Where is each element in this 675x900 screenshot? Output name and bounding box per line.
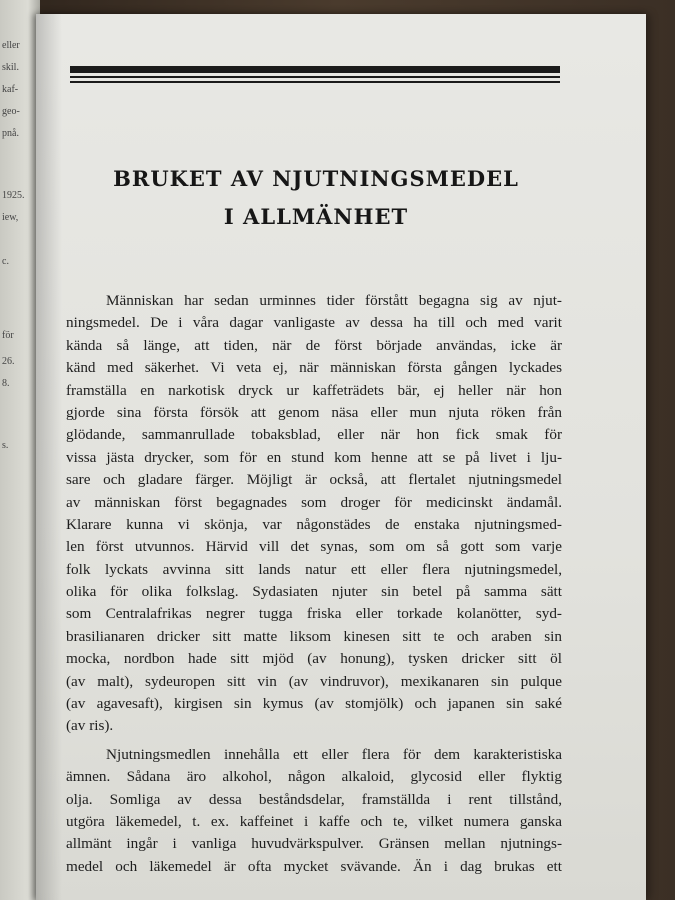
text-line: gjorde sina första försök att genom näsa eller mun njuta röken från xyxy=(66,403,562,421)
text-line: brasilianaren dricker sitt matte liksom kinesen sitt te och araben sin xyxy=(66,627,562,645)
left-page-fragment: 1925. xyxy=(2,190,25,201)
text-line: (av ris). xyxy=(66,717,114,735)
text-line: känd med säkerhet. Vi veta ej, när människan första gången lyckades xyxy=(66,359,562,377)
paragraph-1 xyxy=(66,290,562,738)
text-line: ningsmedel. De i våra dagar vanligaste av dessa ha till och med varit xyxy=(66,314,562,332)
left-page-fragment: 26. xyxy=(2,356,15,367)
text-line: Människan har sedan urminnes tider förstått begagna sig av njut- xyxy=(106,292,562,309)
left-page-fragment: för xyxy=(2,330,14,341)
left-page-fragment: 8. xyxy=(2,378,10,389)
paragraph-2 xyxy=(66,744,562,878)
previous-page-edge xyxy=(0,0,40,900)
text-line: olja. Somliga av dessa beståndsdelar, framställda i rent tillstånd, xyxy=(66,790,562,808)
text-line: vissa jästa drycker, som för en stund kom henne att se på livet i lju- xyxy=(66,448,562,466)
text-line: sare och gladare färger. Möjligt är också, att flertalet njutningsmedel xyxy=(66,471,562,489)
text-line: utgöra läkemedel, t. ex. kaffeinet i kaffe och te, vilket numera ganska xyxy=(66,812,562,830)
book-page xyxy=(36,14,646,900)
text-line: Klarare kunna vi skönja, var någonstädes de enstaka njutningsmed- xyxy=(66,515,562,533)
text-line: framställa en narkotisk dryck ur kaffeträdets bär, ej heller när hon xyxy=(66,381,562,399)
chapter-title-line-1: BRUKET AV NJUTNINGSMEDEL xyxy=(113,166,519,191)
text-line: Njutningsmedlen innehålla ett eller flera för dem karakteristiska xyxy=(106,745,562,763)
text-line: medel och läkemedel är ofta mycket svävande. Än i dag brukas ett xyxy=(66,857,562,875)
text-line: olika för olika folkslag. Sydasiaten njuter sin betel på samma sätt xyxy=(66,583,562,601)
text-line: (av agavesaft), kirgisen sin kymus (av stomjölk) och japanen sin saké xyxy=(66,695,562,713)
header-rule-thick xyxy=(70,66,560,73)
text-line: len först utvunnos. Härvid vill det synas, som om så gott som varje xyxy=(66,538,562,556)
text-line: (av malt), sydeuropen sitt vin (av vindruvor), mexikanaren sin pulque xyxy=(66,672,562,690)
left-page-fragment: s. xyxy=(2,440,9,451)
text-line: allmänt ingår i vanliga huvudvärkspulver. Gränsen mellan njutnings- xyxy=(66,835,562,853)
text-line: av människan först begagnades som droger för medicinskt ändamål. xyxy=(66,493,562,511)
text-line: glödande, sammanrullade tobaksblad, eller när hon fick smak för xyxy=(66,426,562,444)
header-rule-thin xyxy=(70,81,560,83)
text-line: mocka, nordbon hade sitt mjöd (av honung), tysken dricker sitt öl xyxy=(66,650,562,668)
text-line: som Centralafrikas negrer tugga friska eller torkade kolanötter, syd- xyxy=(66,605,562,623)
left-page-fragment: c. xyxy=(2,256,9,267)
text-line: folk lyckats avvinna sitt lands natur ett eller flera njutningsmedel, xyxy=(66,560,562,578)
left-page-fragment: skil. xyxy=(2,62,19,73)
left-page-fragment: geo- xyxy=(2,106,20,117)
left-page-fragment: kaf- xyxy=(2,84,19,95)
left-page-fragment: eller xyxy=(2,40,20,51)
header-rule-thin xyxy=(70,76,560,78)
text-line: ämnen. Sådana äro alkohol, någon alkaloid, glycosid eller flyktig xyxy=(66,768,562,786)
chapter-body-text xyxy=(66,290,562,884)
left-page-fragment: pnå. xyxy=(2,128,19,139)
chapter-title-line-2: I ALLMÄNHET xyxy=(223,204,409,229)
text-line: kända så länge, att tiden, när de först började användas, icke är xyxy=(66,336,562,354)
left-page-fragment: iew, xyxy=(2,212,19,223)
